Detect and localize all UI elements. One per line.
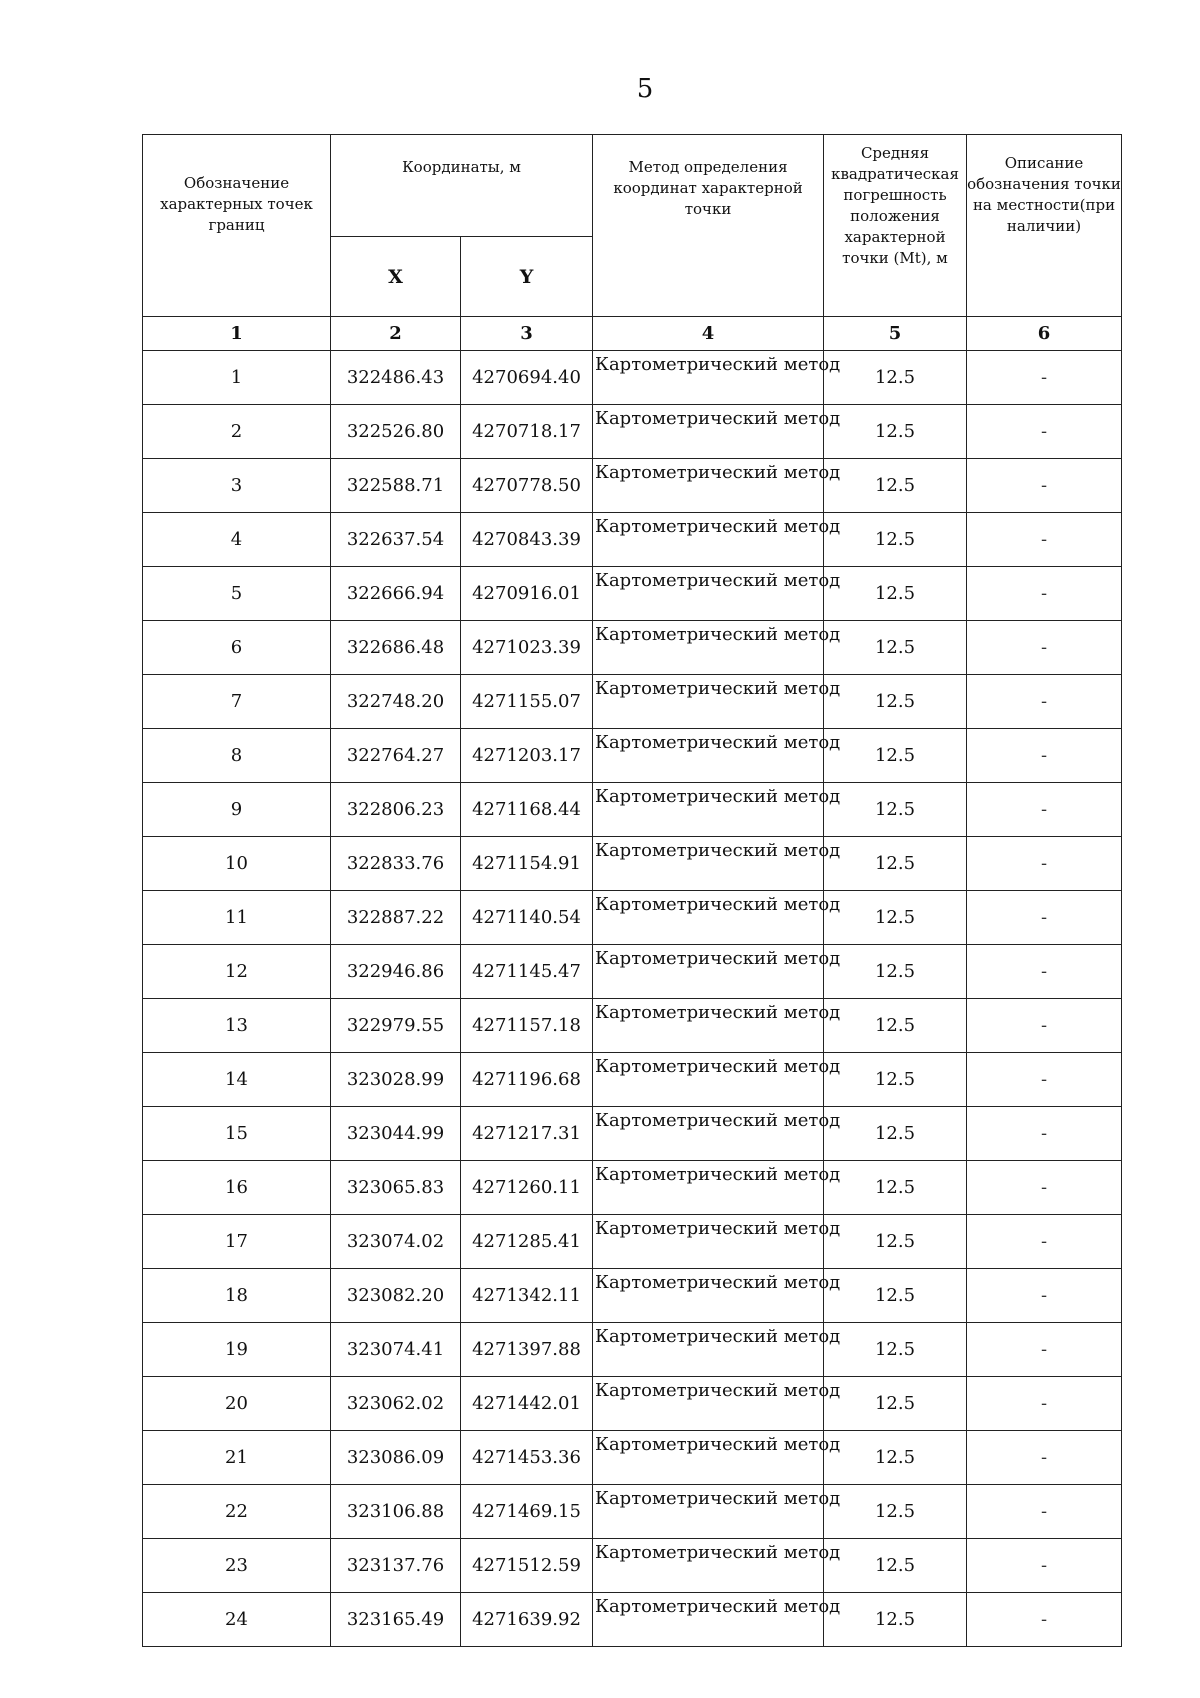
header-description: Описание обозначения точки на местности(при наличии): [967, 135, 1122, 317]
point-number-cell: 17: [143, 1215, 331, 1269]
method-cell: Картометрический метод: [593, 1053, 824, 1107]
y-coordinate-cell: 4271154.91: [461, 837, 593, 891]
y-coordinate-cell: 4271285.41: [461, 1215, 593, 1269]
error-cell: 12.5: [824, 1539, 967, 1593]
error-cell: 12.5: [824, 1377, 967, 1431]
method-cell: Картометрический метод: [593, 1539, 824, 1593]
x-coordinate-cell: 322748.20: [331, 675, 461, 729]
y-coordinate-cell: 4271203.17: [461, 729, 593, 783]
method-cell: Картометрический метод: [593, 1377, 824, 1431]
description-cell: -: [967, 1485, 1122, 1539]
point-number-cell: 10: [143, 837, 331, 891]
y-coordinate-cell: 4271342.11: [461, 1269, 593, 1323]
description-cell: -: [967, 1053, 1122, 1107]
error-cell: 12.5: [824, 621, 967, 675]
error-cell: 12.5: [824, 1593, 967, 1647]
description-cell: -: [967, 675, 1122, 729]
table-body: [143, 351, 1122, 1647]
method-cell: Картометрический метод: [593, 1431, 824, 1485]
x-coordinate-cell: 322764.27: [331, 729, 461, 783]
table-row: [143, 1377, 1122, 1431]
point-number-cell: 16: [143, 1161, 331, 1215]
table-row: [143, 1593, 1122, 1647]
point-number-cell: 8: [143, 729, 331, 783]
y-coordinate-cell: 4271442.01: [461, 1377, 593, 1431]
y-coordinate-cell: 4270694.40: [461, 351, 593, 405]
x-coordinate-cell: 323044.99: [331, 1107, 461, 1161]
y-coordinate-cell: 4271639.92: [461, 1593, 593, 1647]
x-coordinate-cell: 322979.55: [331, 999, 461, 1053]
description-cell: -: [967, 729, 1122, 783]
x-coordinate-cell: 322806.23: [331, 783, 461, 837]
description-cell: -: [967, 783, 1122, 837]
point-number-cell: 19: [143, 1323, 331, 1377]
y-coordinate-cell: 4271140.54: [461, 891, 593, 945]
method-cell: Картометрический метод: [593, 621, 824, 675]
description-cell: -: [967, 1269, 1122, 1323]
description-cell: -: [967, 1593, 1122, 1647]
error-cell: 12.5: [824, 837, 967, 891]
x-coordinate-cell: 322686.48: [331, 621, 461, 675]
point-number-cell: 9: [143, 783, 331, 837]
column-number: 2: [331, 317, 461, 351]
error-cell: 12.5: [824, 1431, 967, 1485]
method-cell: Картометрический метод: [593, 405, 824, 459]
description-cell: -: [967, 999, 1122, 1053]
method-cell: Картометрический метод: [593, 1485, 824, 1539]
method-cell: Картометрический метод: [593, 945, 824, 999]
table-row: [143, 1107, 1122, 1161]
point-number-cell: 5: [143, 567, 331, 621]
x-coordinate-cell: 323062.02: [331, 1377, 461, 1431]
point-number-cell: 3: [143, 459, 331, 513]
y-coordinate-cell: 4271157.18: [461, 999, 593, 1053]
x-coordinate-cell: 322887.22: [331, 891, 461, 945]
method-cell: Картометрический метод: [593, 1215, 824, 1269]
x-coordinate-cell: 323165.49: [331, 1593, 461, 1647]
column-number: 1: [143, 317, 331, 351]
error-cell: 12.5: [824, 1269, 967, 1323]
method-cell: Картометрический метод: [593, 783, 824, 837]
point-number-cell: 12: [143, 945, 331, 999]
header-error: Средняя квадратическая погрешность положения характерной точки (Mt), м: [824, 135, 967, 317]
y-coordinate-cell: 4271145.47: [461, 945, 593, 999]
point-number-cell: 1: [143, 351, 331, 405]
point-number-cell: 4: [143, 513, 331, 567]
method-cell: Картометрический метод: [593, 1161, 824, 1215]
column-number: 3: [461, 317, 593, 351]
x-coordinate-cell: 322526.80: [331, 405, 461, 459]
error-cell: 12.5: [824, 459, 967, 513]
error-cell: 12.5: [824, 1161, 967, 1215]
description-cell: -: [967, 1539, 1122, 1593]
method-cell: Картометрический метод: [593, 891, 824, 945]
x-coordinate-cell: 322588.71: [331, 459, 461, 513]
description-cell: -: [967, 945, 1122, 999]
y-coordinate-cell: 4270778.50: [461, 459, 593, 513]
header-x: X: [331, 237, 461, 317]
table-row: [143, 1431, 1122, 1485]
description-cell: -: [967, 1161, 1122, 1215]
table-row: [143, 891, 1122, 945]
x-coordinate-cell: 323074.41: [331, 1323, 461, 1377]
description-cell: -: [967, 891, 1122, 945]
y-coordinate-cell: 4271397.88: [461, 1323, 593, 1377]
error-cell: 12.5: [824, 891, 967, 945]
x-coordinate-cell: 322833.76: [331, 837, 461, 891]
table-row: [143, 1269, 1122, 1323]
method-cell: Картометрический метод: [593, 675, 824, 729]
method-cell: Картометрический метод: [593, 459, 824, 513]
x-coordinate-cell: 322666.94: [331, 567, 461, 621]
header-y: Y: [461, 237, 593, 317]
method-cell: Картометрический метод: [593, 1323, 824, 1377]
point-number-cell: 13: [143, 999, 331, 1053]
method-cell: Картометрический метод: [593, 1269, 824, 1323]
error-cell: 12.5: [824, 783, 967, 837]
y-coordinate-cell: 4270843.39: [461, 513, 593, 567]
point-number-cell: 2: [143, 405, 331, 459]
header-method: Метод определения координат характерной точки: [593, 135, 824, 317]
description-cell: -: [967, 513, 1122, 567]
description-cell: -: [967, 1431, 1122, 1485]
table-row: [143, 675, 1122, 729]
description-cell: -: [967, 405, 1122, 459]
error-cell: 12.5: [824, 351, 967, 405]
method-cell: Картометрический метод: [593, 513, 824, 567]
method-cell: Картометрический метод: [593, 837, 824, 891]
x-coordinate-cell: 323028.99: [331, 1053, 461, 1107]
error-cell: 12.5: [824, 1215, 967, 1269]
method-cell: Картометрический метод: [593, 1593, 824, 1647]
description-cell: -: [967, 837, 1122, 891]
description-cell: -: [967, 567, 1122, 621]
table-row: [143, 1053, 1122, 1107]
table-row: [143, 1485, 1122, 1539]
table-row: [143, 459, 1122, 513]
description-cell: -: [967, 621, 1122, 675]
y-coordinate-cell: 4270718.17: [461, 405, 593, 459]
x-coordinate-cell: 323106.88: [331, 1485, 461, 1539]
point-number-cell: 21: [143, 1431, 331, 1485]
y-coordinate-cell: 4271155.07: [461, 675, 593, 729]
method-cell: Картометрический метод: [593, 729, 824, 783]
header-coordinates: Координаты, м: [331, 135, 593, 237]
table-row: [143, 405, 1122, 459]
point-number-cell: 7: [143, 675, 331, 729]
table-row: [143, 837, 1122, 891]
x-coordinate-cell: 323074.02: [331, 1215, 461, 1269]
y-coordinate-cell: 4271168.44: [461, 783, 593, 837]
point-number-cell: 11: [143, 891, 331, 945]
error-cell: 12.5: [824, 1485, 967, 1539]
header-point: Обозначение характерных точек границ: [143, 135, 331, 317]
point-number-cell: 24: [143, 1593, 331, 1647]
table-row: [143, 351, 1122, 405]
y-coordinate-cell: 4271469.15: [461, 1485, 593, 1539]
y-coordinate-cell: 4270916.01: [461, 567, 593, 621]
y-coordinate-cell: 4271196.68: [461, 1053, 593, 1107]
x-coordinate-cell: 323065.83: [331, 1161, 461, 1215]
error-cell: 12.5: [824, 945, 967, 999]
error-cell: 12.5: [824, 513, 967, 567]
column-number: 5: [824, 317, 967, 351]
error-cell: 12.5: [824, 567, 967, 621]
point-number-cell: 6: [143, 621, 331, 675]
x-coordinate-cell: 322637.54: [331, 513, 461, 567]
page-number: 5: [636, 74, 654, 104]
point-number-cell: 22: [143, 1485, 331, 1539]
table-row: [143, 945, 1122, 999]
method-cell: Картометрический метод: [593, 567, 824, 621]
x-coordinate-cell: 322946.86: [331, 945, 461, 999]
y-coordinate-cell: 4271217.31: [461, 1107, 593, 1161]
table-row: [143, 729, 1122, 783]
column-number: 6: [967, 317, 1122, 351]
table-row: [143, 783, 1122, 837]
method-cell: Картометрический метод: [593, 351, 824, 405]
description-cell: -: [967, 1215, 1122, 1269]
error-cell: 12.5: [824, 405, 967, 459]
error-cell: 12.5: [824, 729, 967, 783]
table-row: [143, 621, 1122, 675]
method-cell: Картометрический метод: [593, 999, 824, 1053]
point-number-cell: 18: [143, 1269, 331, 1323]
error-cell: 12.5: [824, 675, 967, 729]
point-number-cell: 23: [143, 1539, 331, 1593]
error-cell: 12.5: [824, 1323, 967, 1377]
table-row: [143, 567, 1122, 621]
y-coordinate-cell: 4271260.11: [461, 1161, 593, 1215]
x-coordinate-cell: 323082.20: [331, 1269, 461, 1323]
table-row: [143, 513, 1122, 567]
description-cell: -: [967, 351, 1122, 405]
point-number-cell: 15: [143, 1107, 331, 1161]
table-row: [143, 1323, 1122, 1377]
x-coordinate-cell: 323137.76: [331, 1539, 461, 1593]
y-coordinate-cell: 4271453.36: [461, 1431, 593, 1485]
y-coordinate-cell: 4271512.59: [461, 1539, 593, 1593]
y-coordinate-cell: 4271023.39: [461, 621, 593, 675]
x-coordinate-cell: 322486.43: [331, 351, 461, 405]
method-cell: Картометрический метод: [593, 1107, 824, 1161]
table-row: [143, 1161, 1122, 1215]
column-number: 4: [593, 317, 824, 351]
error-cell: 12.5: [824, 999, 967, 1053]
error-cell: 12.5: [824, 1053, 967, 1107]
description-cell: -: [967, 1377, 1122, 1431]
description-cell: -: [967, 1107, 1122, 1161]
description-cell: -: [967, 1323, 1122, 1377]
table-row: [143, 999, 1122, 1053]
coordinates-table: [142, 134, 1122, 1647]
table-row: [143, 1539, 1122, 1593]
column-number-row: [143, 317, 1122, 351]
point-number-cell: 20: [143, 1377, 331, 1431]
x-coordinate-cell: 323086.09: [331, 1431, 461, 1485]
table-row: [143, 1215, 1122, 1269]
point-number-cell: 14: [143, 1053, 331, 1107]
description-cell: -: [967, 459, 1122, 513]
error-cell: 12.5: [824, 1107, 967, 1161]
